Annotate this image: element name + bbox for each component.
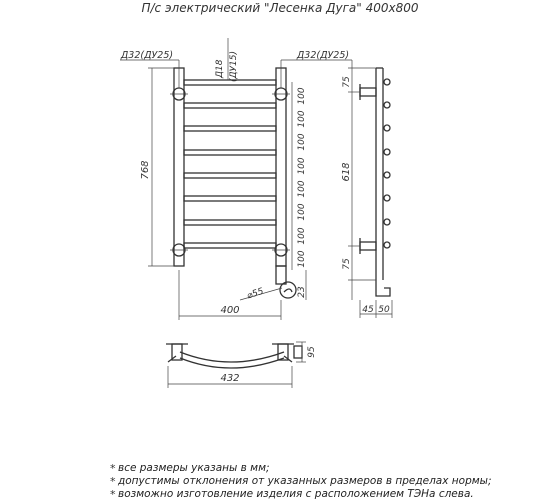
offset-top-label: 75 (342, 76, 352, 88)
side-view (360, 68, 390, 296)
svg-text:*: * (110, 462, 116, 475)
front-dimensions (120, 38, 352, 320)
note-item: возможно изготовление изделия с расположением ТЭНа слева. (118, 488, 474, 500)
rung-label: Д18 (215, 59, 225, 78)
svg-text:100: 100 (297, 203, 307, 221)
rung-sub-label: (ДУ15) (229, 51, 239, 82)
top-view (166, 344, 302, 368)
depth-label: 95 (307, 346, 317, 358)
svg-text:100: 100 (297, 250, 307, 268)
notes-block (118, 462, 558, 501)
bottom-offset-label: 23 (297, 286, 307, 298)
rungs (184, 80, 276, 248)
svg-text:*: * (110, 488, 116, 501)
svg-text:100: 100 (297, 227, 307, 245)
svg-text:100: 100 (297, 133, 307, 151)
side-b-label: 50 (378, 305, 390, 315)
front-view (170, 68, 296, 298)
offset-bottom-label: 75 (342, 258, 352, 270)
svg-text:*: * (110, 475, 116, 488)
mount-height-label: 618 (341, 162, 352, 182)
svg-text:100: 100 (297, 180, 307, 198)
svg-text:100: 100 (297, 110, 307, 128)
width-label: 400 (220, 305, 240, 316)
pipe-left-label: Д32(ДУ25) (120, 50, 174, 61)
note-item: допустимы отклонения от указанных размеров в пределах нормы; (118, 475, 492, 487)
side-a-label: 45 (362, 305, 374, 315)
height-label: 768 (140, 160, 151, 180)
step-labels (297, 87, 307, 267)
rung-ends (384, 79, 390, 248)
note-bullets (110, 462, 116, 501)
side-dimensions (341, 60, 392, 318)
svg-text:100: 100 (297, 157, 307, 175)
svg-text:100: 100 (297, 87, 307, 105)
bottom-width-label: 432 (220, 373, 240, 384)
pipe-right-label: Д32(ДУ25) (296, 50, 350, 61)
drawing-title: П/с электрический "Лесенка Дуга" 400х800 (141, 1, 419, 15)
heater-socket (276, 266, 296, 298)
flange-connections (170, 88, 290, 256)
socket-label: ⌀55 (245, 286, 265, 302)
note-item: все размеры указаны в мм; (118, 462, 270, 474)
